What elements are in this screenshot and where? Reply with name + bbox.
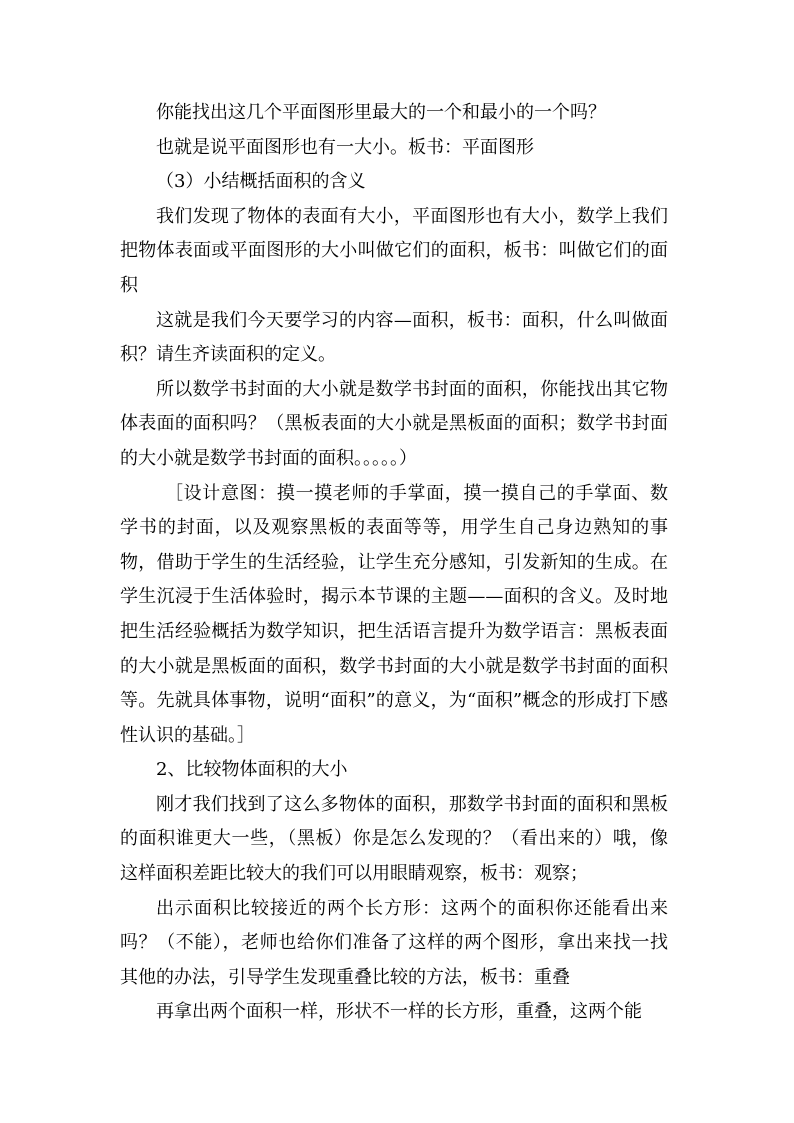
paragraph-section-compare-heading: 2、比较物体面积的大小 xyxy=(156,759,348,781)
paragraph-summary-heading: （3）小结概括面积的含义 xyxy=(156,171,366,193)
paragraph-book-cover-area: 所以数学书封面的大小就是数学书封面的面积，你能找出其它物体表面的面积吗？（黑板表面的大小就是黑板面的面积；数学书封面的大小就是数学书封面的面积。。。。。） xyxy=(120,378,668,469)
paragraph-area-definition: 我们发现了物体的表面有大小，平面图形也有大小，数学上我们把物体表面或平面图形的大小叫做它们的面积，板书：叫做它们的面积 xyxy=(120,205,668,296)
paragraph-todays-topic: 这就是我们今天要学习的内容—面积，板书：面积，什么叫做面积？请生齐读面积的定义。 xyxy=(120,309,668,366)
document-body xyxy=(120,96,668,1030)
paragraph-plane-figure-size: 也就是说平面图形也有一大小。板书：平面图形 xyxy=(156,136,534,158)
paragraph-design-intent: ［设计意图：摸一摸老师的手掌面，摸一摸自己的手掌面、数学书的封面，以及观察黑板的表面等等，用学生自己身边熟知的事物，借助于学生的生活经验，让学生充分感知，引发新知的生成。在学生沉浸于生活体验时，揭示本节课的主题——面积的含义。及时地把生活经验概括为数学知识，把生活语言提升为数学语言：黑板表面的大小就是黑板面的面积，数学书封面的大小就是数学书封面的面积等。先就具体事物，说明“面积”的意义，为“面积”概念的形成打下感性认识的基础。］ xyxy=(120,482,668,746)
paragraph-question-largest-smallest: 你能找出这几个平面图形里最大的一个和最小的一个吗？ xyxy=(156,102,606,123)
paragraph-observe-method: 刚才我们找到了这么多物体的面积，那数学书封面的面积和黑板的面积谁更大一些，（黑板）你是怎么发现的？（看出来的）哦，像这样面积差距比较大的我们可以用眼睛观察，板书：观察； xyxy=(120,793,668,885)
paragraph-same-area-different-shape: 再拿出两个面积一样，形状不一样的长方形，重叠，这两个能 xyxy=(156,1001,642,1023)
paragraph-overlap-method: 出示面积比较接近的两个长方形：这两个的面积你还能看出来吗？（不能），老师也给你们准备了这样的两个图形，拿出来找一找其他的办法，引导学生发现重叠比较的方法，板书：重叠 xyxy=(120,897,668,988)
